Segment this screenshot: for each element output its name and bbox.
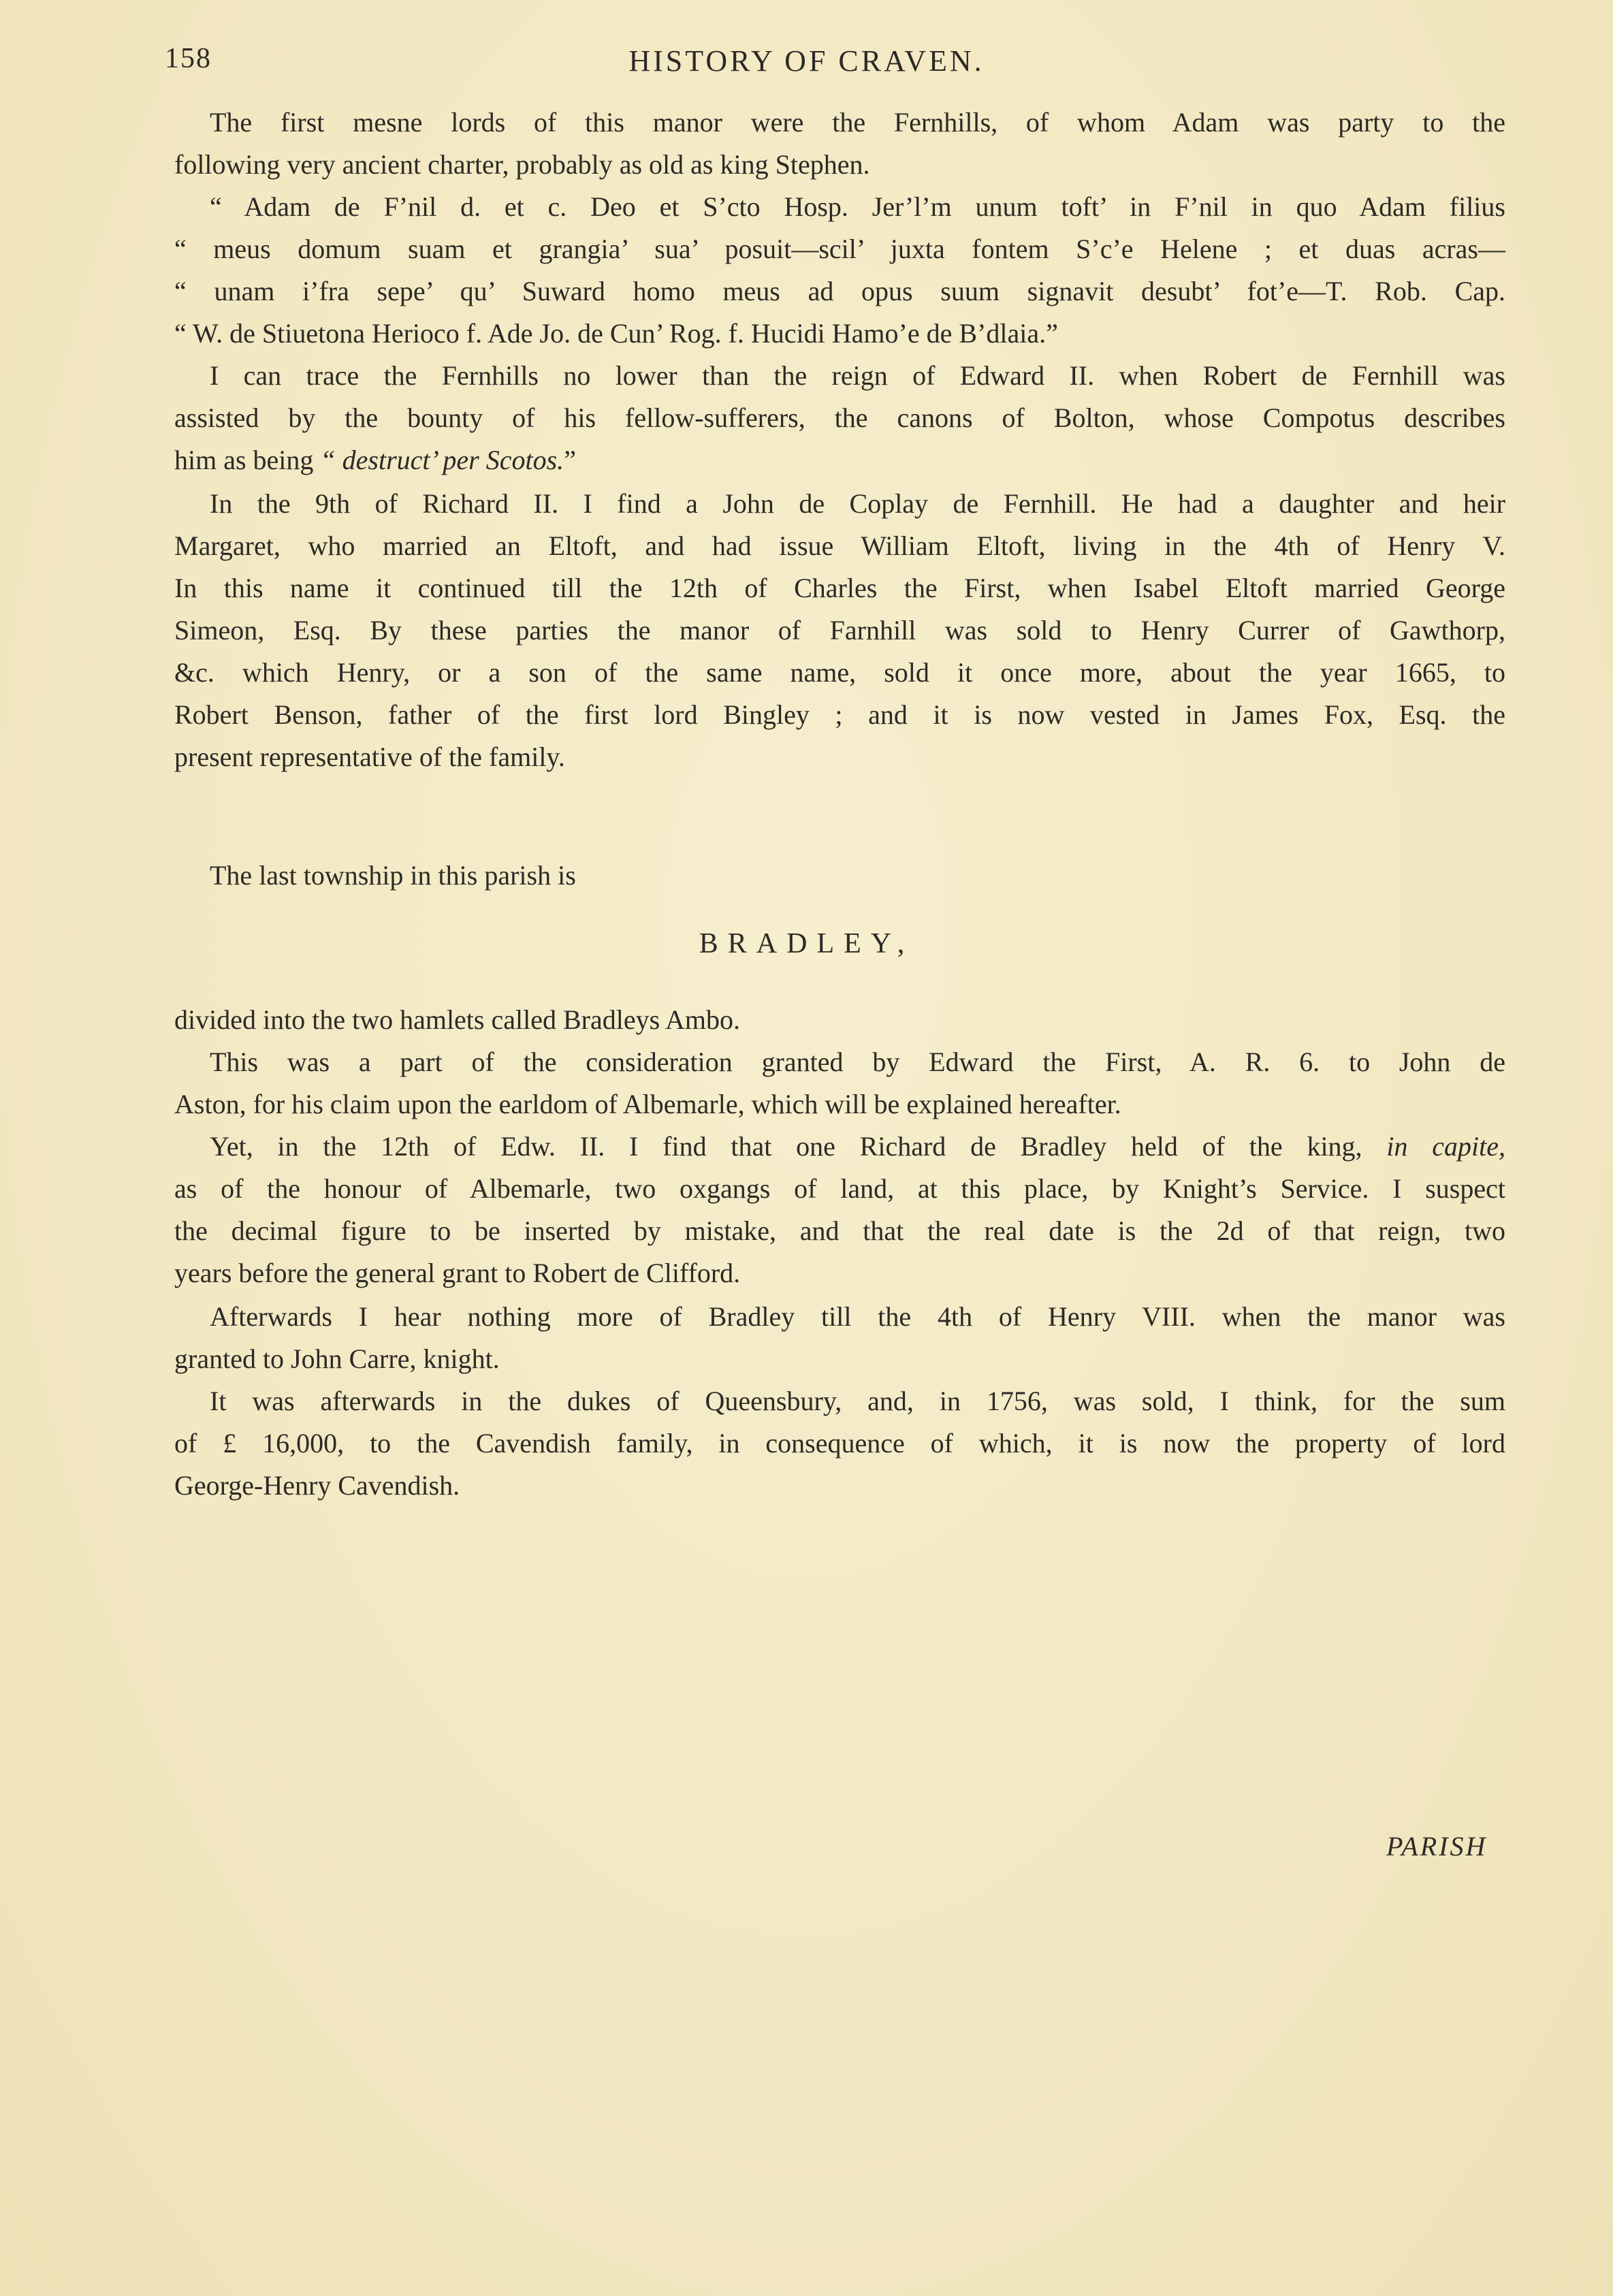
text-line: In this name it continued till the 12th of Charles the First, when Isabel Eltoft married George xyxy=(174,573,1505,603)
text-line: Simeon, Esq. By these parties the manor of Farnhill was sold to Henry Currer of Gawthorp, xyxy=(174,615,1505,645)
text-line: It was afterwards in the dukes of Queensbury, and, in 1756, was sold, I think, for the sum xyxy=(210,1386,1505,1416)
text-line: The first mesne lords of this manor were the Fernhills, of whom Adam was party to the xyxy=(210,107,1505,138)
text-line: following very ancient charter, probably as old as king Stephen. xyxy=(174,149,870,180)
page-number: 158 xyxy=(165,43,212,74)
italic-quote: “ destruct’ per Scotos. xyxy=(320,445,564,475)
intro-line: The last township in this parish is xyxy=(210,860,576,891)
charter-line: “ Adam de F’nil d. et c. Deo et S’cto Hosp. Jer’l’m unum toft’ in F’nil in quo Adam filius xyxy=(210,191,1505,222)
text-line: Robert Benson, father of the first lord Bingley ; and it is now vested in James Fox, Esq. the xyxy=(174,699,1505,730)
charter-line: “ W. de Stiuetona Herioco f. Ade Jo. de Cun’ Rog. f. Hucidi Hamo’e de B’dlaia.” xyxy=(174,318,1058,349)
text-line: George-Henry Cavendish. xyxy=(174,1470,460,1501)
italic-phrase: in capite, xyxy=(1386,1131,1505,1162)
text-line: as of the honour of Albemarle, two oxgangs of land, at this place, by Knight’s Service. I suspect xyxy=(174,1173,1505,1204)
text-line xyxy=(174,440,1505,481)
text-line: This was a part of the consideration granted by Edward the First, A. R. 6. to John de xyxy=(210,1047,1505,1077)
text-line: of £ 16,000, to the Cavendish family, in consequence of which, it is now the property of lord xyxy=(174,1428,1505,1458)
text-line: present representative of the family. xyxy=(174,742,565,772)
text-line: years before the general grant to Robert de Clifford. xyxy=(174,1258,741,1288)
text-span: Yet, in the 12th of Edw. II. I find that one Richard de Bradley held of the king, xyxy=(210,1131,1387,1162)
catchword: PARISH xyxy=(1386,1831,1488,1862)
text-line: divided into the two hamlets called Bradleys Ambo. xyxy=(174,1004,740,1035)
text-span: ” xyxy=(564,445,576,475)
text-line: granted to John Carre, knight. xyxy=(174,1343,500,1374)
text-line: Margaret, who married an Eltoft, and had issue William Eltoft, living in the 4th of Henry V. xyxy=(174,530,1505,561)
text-line: Afterwards I hear nothing more of Bradley till the 4th of Henry VIII. when the manor was xyxy=(210,1301,1505,1332)
running-title: HISTORY OF CRAVEN. xyxy=(628,44,985,78)
text-line xyxy=(210,1126,1505,1167)
text-line: In the 9th of Richard II. I find a John de Coplay de Fernhill. He had a daughter and heir xyxy=(210,488,1505,519)
text-line: I can trace the Fernhills no lower than the reign of Edward II. when Robert de Fernhill was xyxy=(210,360,1505,391)
text-line: assisted by the bounty of his fellow-sufferers, the canons of Bolton, whose Compotus describes xyxy=(174,402,1505,433)
text-line: Aston, for his claim upon the earldom of Albemarle, which will be explained hereafter. xyxy=(174,1089,1121,1119)
text-line: &c. which Henry, or a son of the same name, sold it once more, about the year 1665, to xyxy=(174,657,1505,688)
charter-line: “ meus domum suam et grangia’ sua’ posuit—scil’ juxta fontem S’c’e Helene ; et duas acras— xyxy=(174,234,1505,264)
text-span: him as being xyxy=(174,445,321,475)
section-heading: BRADLEY, xyxy=(699,928,914,959)
charter-line: “ unam i’fra sepe’ qu’ Suward homo meus ad opus suum signavit desubt’ fot’e—T. Rob. Cap. xyxy=(174,276,1505,306)
text-line: the decimal figure to be inserted by mistake, and that the real date is the 2d of that reign, two xyxy=(174,1215,1505,1246)
